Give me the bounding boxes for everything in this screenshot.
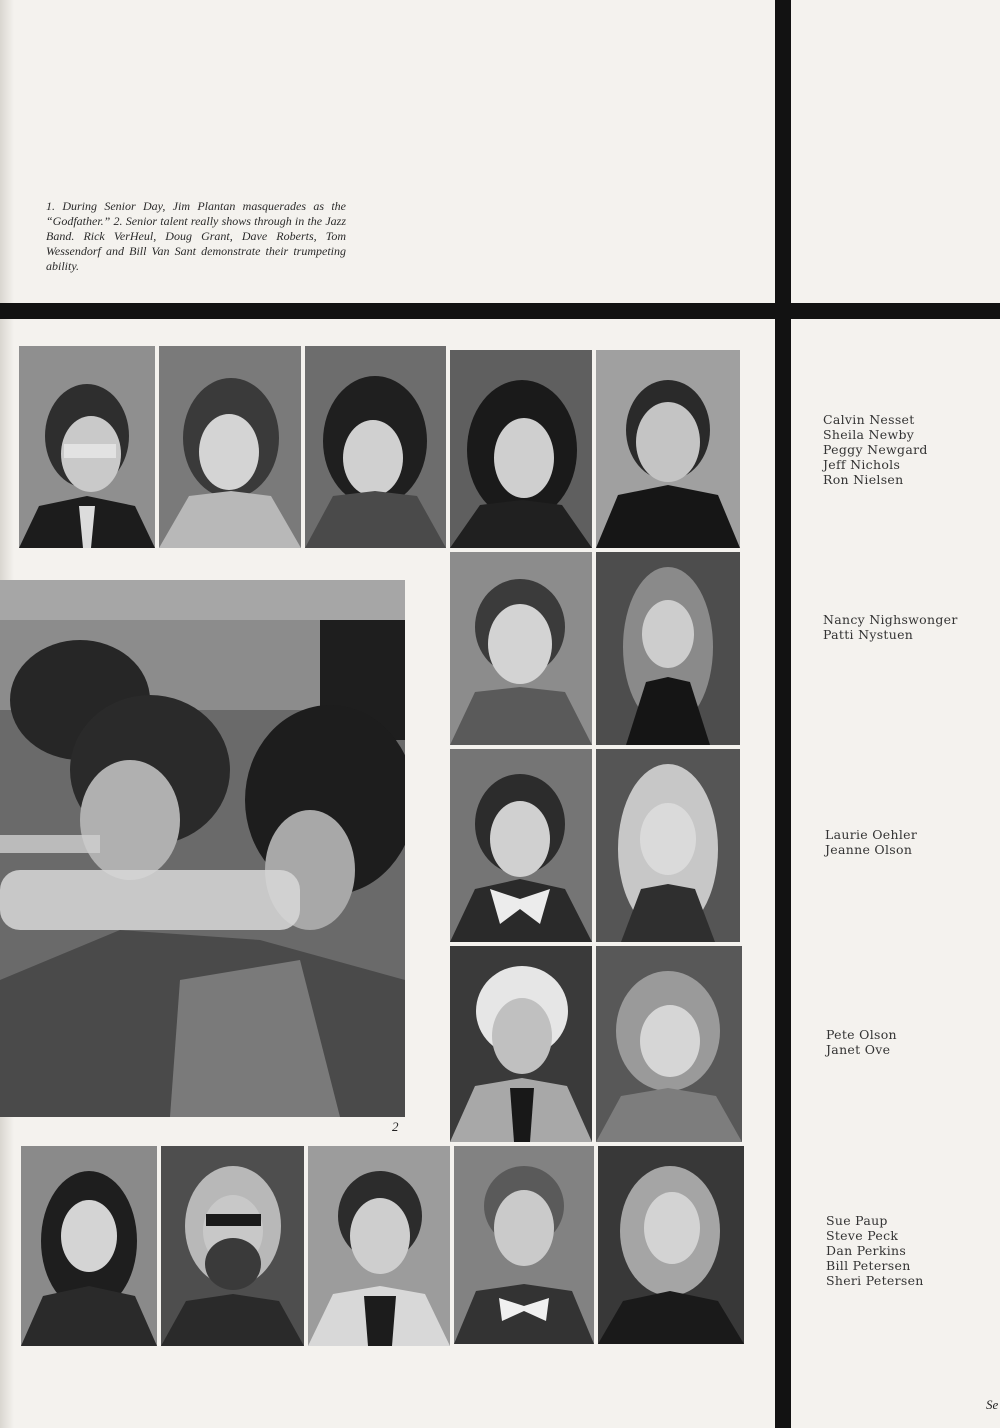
portrait-jeanne-olson	[596, 749, 740, 942]
name: Janet Ove	[826, 1042, 891, 1057]
name: Ron Nielsen	[823, 472, 904, 487]
portrait-pete-olson	[450, 946, 592, 1142]
portrait-jeff-nichols	[450, 350, 592, 548]
portrait-calvin-nesset	[19, 346, 155, 548]
portrait-steve-peck	[161, 1146, 304, 1346]
portrait-ron-nielsen	[596, 350, 740, 548]
portrait-janet-ove	[596, 946, 742, 1142]
portrait-laurie-oehler	[450, 749, 592, 942]
name-list-row4	[826, 1027, 897, 1057]
name: Nancy Nighswonger	[823, 612, 958, 627]
name: Jeff Nichols	[823, 457, 901, 472]
name-list-row5	[826, 1213, 924, 1288]
portrait-bill-petersen	[454, 1146, 594, 1344]
jazz-band-photo	[0, 580, 405, 1117]
portrait-nancy-nighswonger	[450, 552, 592, 745]
page-corner-text: Se	[986, 1397, 999, 1412]
name: Calvin Nesset	[823, 412, 915, 427]
portrait-sheri-petersen	[598, 1146, 744, 1344]
name: Sheila Newby	[823, 427, 915, 442]
portrait-peggy-newgard	[305, 346, 446, 548]
name: Pete Olson	[826, 1027, 897, 1042]
name: Sheri Petersen	[826, 1273, 924, 1288]
photo-caption: 1. During Senior Day, Jim Plantan masquerades as the “Godfather.” 2. Senior talent really shows through in the Jazz Band. Rick VerHeul, Doug Grant, Dave Roberts, Tom Wessendorf and Bill Van Sant demonstrate their trumpeting ability.	[46, 199, 346, 273]
name: Dan Perkins	[826, 1243, 907, 1258]
name: Steve Peck	[826, 1228, 899, 1243]
name: Bill Petersen	[826, 1258, 911, 1273]
name: Jeanne Olson	[825, 842, 913, 857]
photo-number: 2	[392, 1119, 399, 1134]
name-list-row2	[823, 612, 958, 642]
name: Patti Nystuen	[823, 627, 914, 642]
name: Peggy Newgard	[823, 442, 928, 457]
portrait-sue-paup	[21, 1146, 157, 1346]
portrait-patti-nystuen	[596, 552, 740, 745]
portrait-dan-perkins	[308, 1146, 450, 1346]
portrait-sheila-newby	[159, 346, 301, 548]
name-list-row1	[823, 412, 928, 487]
vertical-divider-bar	[775, 0, 791, 1428]
name: Sue Paup	[826, 1213, 888, 1228]
name-list-row3	[825, 827, 917, 857]
horizontal-divider-bar	[0, 303, 1000, 319]
name: Laurie Oehler	[825, 827, 918, 842]
